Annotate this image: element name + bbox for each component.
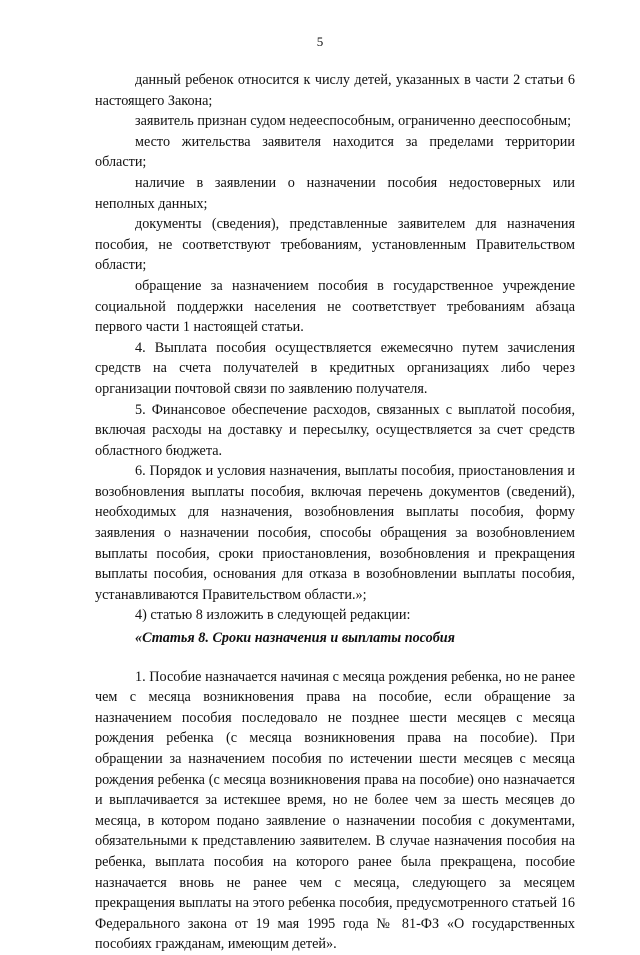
paragraph: 4. Выплата пособия осуществляется ежемесячно путем зачисления средств на счета получателей в кредитных организациях либо через организации почтовой связи по заявлению получателя. <box>95 339 575 397</box>
paragraph: 4) статью 8 изложить в следующей редакции: <box>135 607 411 624</box>
article-paragraph: 1. Пособие назначается начиная с месяца рождения ребенка, но не ранее чем с месяца возникновения права на пособие, если обращение за назначением пособия последовало не позднее шести месяцев с месяца рождения ребенка (с месяца возникновения права на пособие). При обращении за назначением пособия по истечении шести месяцев с месяца рождения ребенка (с месяца возникновения права на пособие) оно назначается и выплачивается за истекшее время, но не более чем за шесть месяцев до месяца, в котором подано заявление о назначении пособия с документами, обязательными к представлению заявителем. В случае назначения пособия на ребенка, выплата пособия на которого ранее была прекращена, пособие назначается вновь не ранее чем с месяца, следующего за месяцем прекращения выплаты на этого ребенка пособия, предусмотренного статьей 16 Федерального закона от 19 мая 1995 года № 81-ФЗ «О государственных пособиях гражданам, имеющим детей». <box>95 668 575 953</box>
paragraph: заявитель признан судом недееспособным, ограниченно дееспособным; <box>135 113 572 130</box>
paragraph: документы (сведения), представленные заявителем для назначения пособия, не соответствуют требованиям, установленным Правительством области; <box>95 216 575 274</box>
paragraph: 5. Финансовое обеспечение расходов, связанных с выплатой пособия, включая расходы на доставку и пересылку, осуществляется за счет средств областного бюджета. <box>95 401 575 459</box>
article-heading: «Статья 8. Сроки назначения и выплаты пособия <box>135 630 455 647</box>
spacer <box>95 649 575 667</box>
document-body <box>95 70 575 955</box>
paragraph: данный ребенок относится к числу детей, указанных в части 2 статьи 6 настоящего Закона; <box>95 72 575 109</box>
paragraph: наличие в заявлении о назначении пособия недостоверных или неполных данных; <box>95 174 575 212</box>
paragraph: обращение за назначением пособия в государственное учреждение социальной поддержки населения не соответствует требованиям абзаца первого части 1 настоящей статьи. <box>95 277 575 336</box>
page-number: 5 <box>316 34 324 49</box>
paragraph: место жительства заявителя находится за пределами территории области; <box>95 133 575 171</box>
paragraph: 6. Порядок и условия назначения, выплаты пособия, приостановления и возобновления выплаты пособия, включая перечень документов (сведений), необходимых для назначения, возобновления выплаты пособия, форму заявления о назначении пособия, способы обращения за возобновлением выплаты пособия, сроки приостановления, возобновления и прекращения выплаты пособия, основания для отказа в возобновлении выплаты пособия, устанавливаются Правительством области.»; <box>95 463 575 603</box>
